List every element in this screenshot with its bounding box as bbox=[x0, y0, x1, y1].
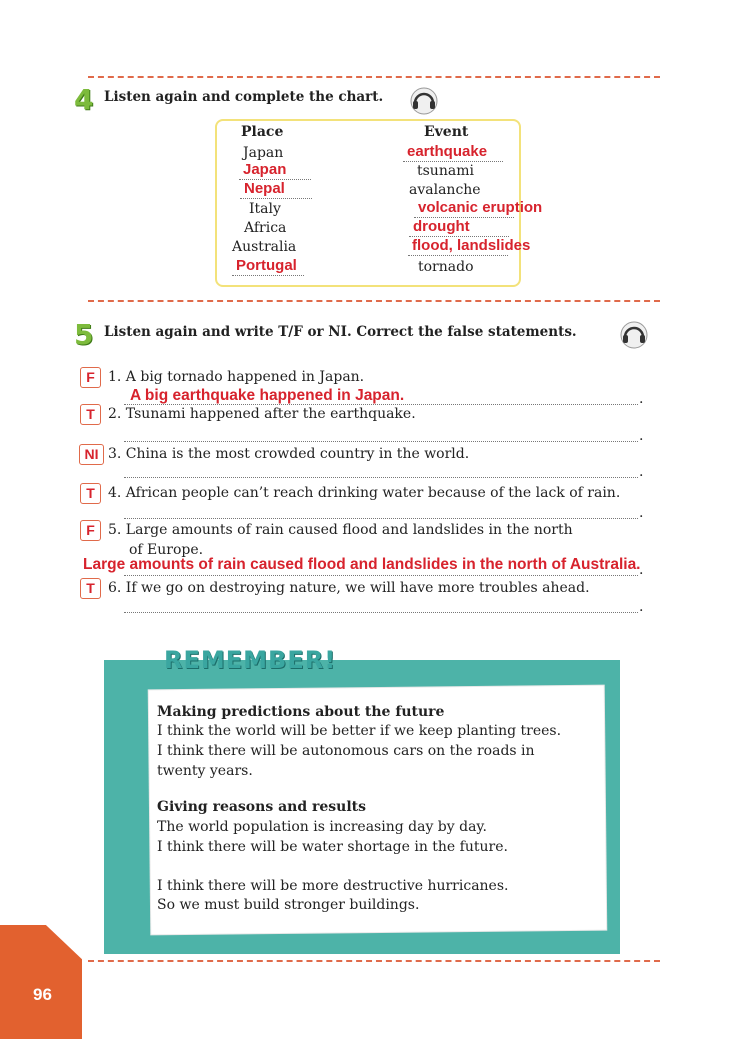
section-heading: Giving reasons and results bbox=[157, 799, 367, 815]
line-end: . bbox=[639, 391, 644, 407]
chart-place-cell: Australia bbox=[232, 239, 297, 255]
statement-text: 4. African people can’t reach drinking water because of the lack of rain. bbox=[108, 485, 621, 501]
exercise-4-instruction: Listen again and complete the chart. bbox=[104, 89, 384, 105]
answer-badge: T bbox=[80, 404, 101, 425]
chart-event-cell: avalanche bbox=[409, 182, 481, 198]
chart-place-cell: Japan bbox=[243, 145, 284, 161]
chart-place-answer: Nepal bbox=[244, 180, 285, 197]
exercise-5-instruction: Listen again and write T/F or NI. Correct the false statements. bbox=[104, 324, 577, 340]
chart-event-answer: drought bbox=[413, 218, 470, 235]
statement-text: 2. Tsunami happened after the earthquake. bbox=[108, 406, 416, 422]
chart-place-cell: Africa bbox=[244, 220, 287, 236]
answer-line bbox=[124, 518, 638, 519]
section-heading: Making predictions about the future bbox=[157, 704, 445, 720]
chart-header-place: Place bbox=[241, 124, 284, 140]
answer-line bbox=[403, 161, 503, 162]
answer-line bbox=[124, 404, 638, 405]
exercise-5-number: 5 bbox=[74, 318, 94, 351]
answer-badge: NI bbox=[79, 444, 104, 465]
chart-event-answer: flood, landslides bbox=[412, 237, 531, 254]
line-end: . bbox=[639, 562, 644, 578]
remember-line: So we must build stronger buildings. bbox=[157, 897, 420, 913]
divider-middle bbox=[88, 300, 660, 302]
answer-line bbox=[124, 441, 638, 442]
chart-event-cell: tornado bbox=[418, 259, 474, 275]
answer-line bbox=[124, 477, 638, 478]
line-end: . bbox=[639, 464, 644, 480]
remember-line: I think the world will be better if we keep planting trees. bbox=[157, 723, 562, 739]
remember-line: I think there will be autonomous cars on the roads in bbox=[157, 743, 535, 759]
line-end: . bbox=[639, 505, 644, 521]
chart-place-cell: Italy bbox=[249, 201, 281, 217]
page-number: 96 bbox=[33, 985, 52, 1004]
page-corner bbox=[0, 925, 82, 1039]
remember-line: I think there will be more destructive hurricanes. bbox=[157, 877, 509, 894]
answer-badge: T bbox=[80, 483, 101, 504]
line-end: . bbox=[639, 599, 644, 615]
headphones-icon[interactable] bbox=[407, 82, 441, 116]
chart-place-answer: Japan bbox=[243, 161, 287, 178]
remember-line: The world population is increasing day by day. bbox=[157, 819, 487, 835]
divider-top bbox=[88, 76, 660, 78]
chart-place-answer: Portugal bbox=[236, 257, 297, 274]
chart-event-answer: earthquake bbox=[407, 143, 488, 160]
chart-event-answer: volcanic eruption bbox=[418, 199, 543, 216]
statement-text: 1. A big tornado happened in Japan. bbox=[108, 369, 365, 385]
chart-header-event: Event bbox=[424, 124, 469, 140]
exercise-4-number: 4 bbox=[74, 83, 94, 116]
chart-event-cell: tsunami bbox=[417, 163, 474, 179]
remember-title: REMEMBER! bbox=[164, 646, 337, 674]
answer-badge: F bbox=[80, 367, 101, 388]
answer-line bbox=[408, 255, 508, 256]
answer-line bbox=[124, 612, 638, 613]
correction-answer: A big earthquake happened in Japan. bbox=[130, 387, 405, 404]
divider-bottom bbox=[88, 960, 660, 962]
correction-answer: Large amounts of rain caused flood and landslides in the north of Australia. bbox=[83, 556, 641, 573]
statement-text: 3. China is the most crowded country in the world. bbox=[108, 446, 470, 462]
statement-text: of Europe. bbox=[129, 542, 204, 558]
remember-line: twenty years. bbox=[157, 763, 253, 779]
remember-line: I think there will be water shortage in the future. bbox=[157, 838, 508, 855]
answer-badge: T bbox=[80, 578, 101, 599]
headphones-icon[interactable] bbox=[617, 316, 651, 350]
answer-line bbox=[124, 575, 638, 576]
answer-badge: F bbox=[80, 520, 101, 541]
statement-text: 6. If we go on destroying nature, we will have more troubles ahead. bbox=[108, 580, 590, 596]
answer-line bbox=[232, 275, 304, 276]
answer-line bbox=[240, 198, 312, 199]
line-end: . bbox=[639, 428, 644, 444]
statement-text: 5. Large amounts of rain caused flood and landslides in the north bbox=[108, 522, 573, 538]
